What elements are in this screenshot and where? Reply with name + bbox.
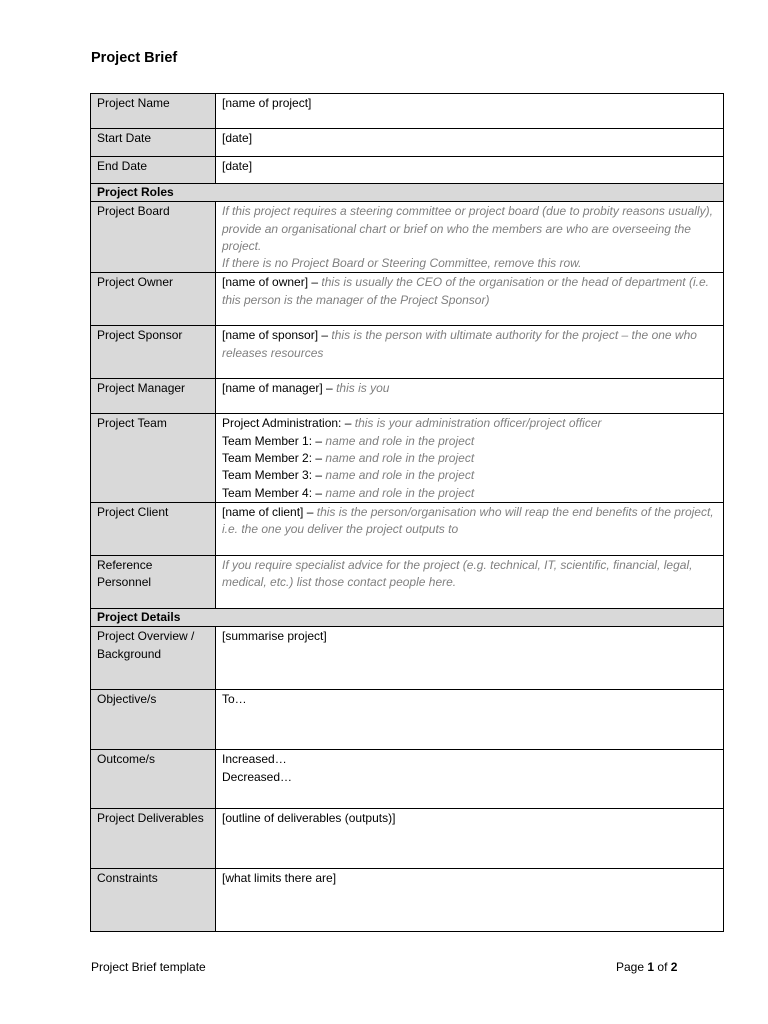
table-row [91, 326, 724, 379]
project-overview-value[interactable]: [summarise project] [216, 627, 724, 690]
table-row [91, 869, 724, 932]
project-team-value[interactable] [216, 414, 724, 502]
table-row [91, 202, 724, 273]
table-row [91, 627, 724, 690]
value-text: Team Member 2: – [222, 451, 323, 466]
table-row [91, 555, 724, 608]
table-row [91, 750, 724, 809]
deliverables-value[interactable]: [outline of deliverables (outputs)] [216, 809, 724, 869]
value-text: [name of manager] – [222, 381, 333, 396]
start-date-value[interactable]: [date] [216, 129, 724, 157]
project-client-value[interactable] [216, 502, 724, 555]
table-row [91, 502, 724, 555]
row-label: Project Board [91, 202, 216, 273]
value-text: Team Member 3: – [222, 468, 323, 483]
project-name-value[interactable]: [name of project] [216, 94, 724, 129]
row-label: Project Deliverables [91, 809, 216, 869]
table-row [91, 379, 724, 414]
row-label: Project Name [91, 94, 216, 129]
value-text: Decreased… [222, 769, 293, 784]
table-row [91, 414, 724, 502]
table-row [91, 94, 724, 129]
page-current: 1 [647, 960, 655, 974]
footer-template-name: Project Brief template [91, 960, 206, 974]
team-member-line [222, 450, 717, 467]
objectives-value[interactable]: To… [216, 690, 724, 750]
page-title: Project Brief [91, 50, 178, 66]
hint-text: this is usually the CEO of the organisation or the head of department (i.e. this person is the manager of the Project Sponsor) [222, 275, 709, 307]
table-row [91, 157, 724, 184]
row-label: Project Overview / Background [91, 627, 216, 690]
project-brief-table [90, 93, 724, 932]
row-label: End Date [91, 157, 216, 184]
row-label: Project Team [91, 414, 216, 502]
project-owner-value[interactable] [216, 273, 724, 326]
hint-text: this is you [336, 381, 390, 396]
hint-text: this is the person/organisation who will reap the end benefits of the project, i.e. the one you deliver the project outputs to [222, 504, 714, 537]
hint-text: If this project requires a steering committee or project board (due to probity reasons usually), provide an organisational chart or brief on who the members are who are overseeing the project. [222, 204, 713, 253]
section-header-roles [91, 184, 724, 202]
hint-text: name and role in the project [325, 468, 475, 483]
hint-text: name and role in the project [325, 433, 475, 448]
value-text: [name of client] – [222, 504, 314, 519]
value-text: [name of owner] – [222, 275, 319, 290]
row-label: Objective/s [91, 690, 216, 750]
team-member-line [222, 433, 717, 450]
value-text: Project Administration: – [222, 416, 352, 431]
constraints-value[interactable]: [what limits there are] [216, 869, 724, 932]
project-board-value[interactable] [216, 202, 724, 273]
value-text: [name of sponsor] – [222, 328, 329, 343]
section-title: Project Roles [91, 184, 724, 202]
of-word: of [657, 960, 668, 974]
footer-page-number [616, 960, 677, 974]
team-member-line [222, 485, 717, 502]
row-label: Reference Personnel [91, 555, 216, 608]
row-label: Project Client [91, 502, 216, 555]
hint-text: this is the person with ultimate authority for the project – the one who releases resources [222, 328, 697, 360]
value-text: Team Member 4: – [222, 485, 323, 500]
table-row [91, 809, 724, 869]
table-row [91, 273, 724, 326]
hint-text: name and role in the project [325, 485, 475, 500]
row-label: Outcome/s [91, 750, 216, 809]
reference-personnel-value[interactable] [216, 555, 724, 608]
row-label: Project Sponsor [91, 326, 216, 379]
page-total: 2 [670, 960, 678, 974]
hint-text: If you require specialist advice for the project (e.g. technical, IT, scientific, financial, legal, medical, etc.) list those contact people here. [222, 557, 693, 590]
table-row [91, 129, 724, 157]
project-manager-value[interactable] [216, 379, 724, 414]
row-label: Project Manager [91, 379, 216, 414]
table-row [91, 690, 724, 750]
hint-text: name and role in the project [325, 451, 475, 466]
team-admin-line [222, 415, 717, 432]
hint-text: this is your administration officer/project officer [354, 416, 602, 431]
page-word: Page [616, 960, 645, 974]
hint-text: If there is no Project Board or Steering Committee, remove this row. [222, 256, 582, 271]
row-label: Project Owner [91, 273, 216, 326]
row-label: Start Date [91, 129, 216, 157]
section-header-details [91, 608, 724, 626]
project-sponsor-value[interactable] [216, 326, 724, 379]
value-text: Increased… [222, 752, 287, 767]
team-member-line [222, 467, 717, 484]
value-text: Team Member 1: – [222, 433, 323, 448]
outcomes-value[interactable] [216, 750, 724, 809]
row-label: Constraints [91, 869, 216, 932]
section-title: Project Details [91, 608, 724, 626]
end-date-value[interactable]: [date] [216, 157, 724, 184]
